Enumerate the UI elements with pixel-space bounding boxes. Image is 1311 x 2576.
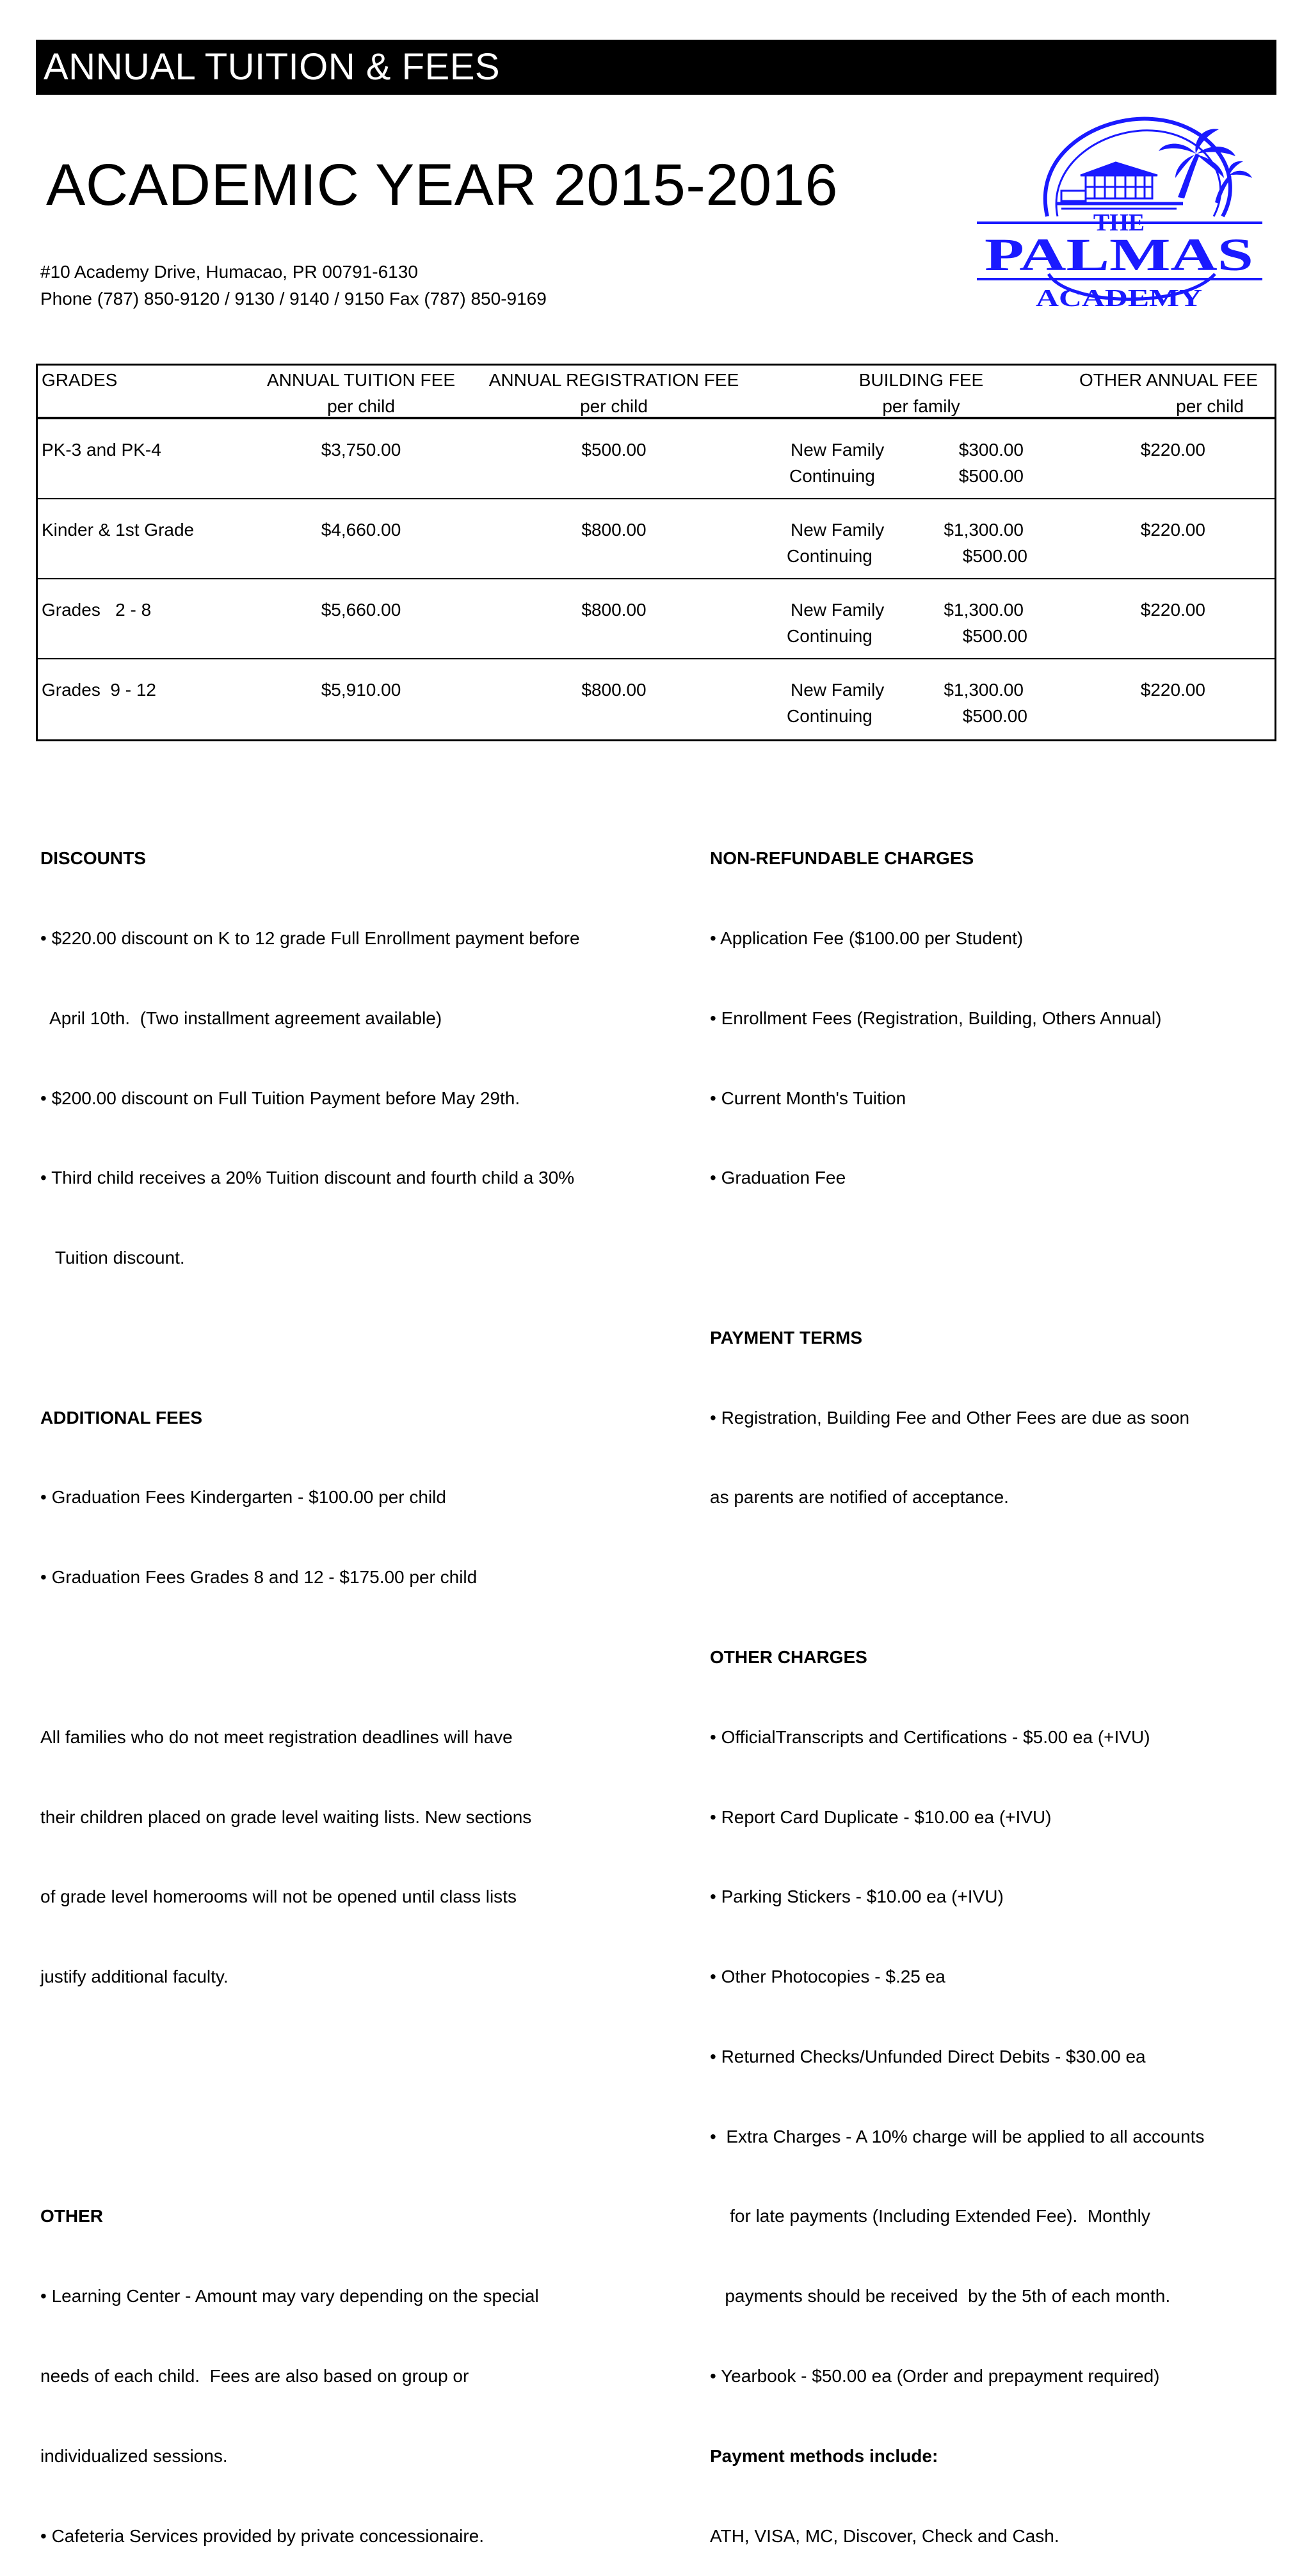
list-item: • Third child receives a 20% Tuition discount and fourth child a 30% (40, 1168, 575, 1188)
other-fee-value: $220.00 (1140, 440, 1205, 460)
phone-fax-line: Phone (787) 850-9120 / 9130 / 9140 / 9150 Fax (787) 850-9169 (40, 289, 547, 309)
building-continuing-fee: $500.00 (962, 626, 1027, 646)
header-registration-sub: per child (580, 396, 648, 416)
building-new-label: New Family (791, 520, 885, 540)
page-title: ACADEMIC YEAR 2015-2016 (46, 152, 839, 218)
payment-methods-heading: Payment methods include: (710, 2445, 938, 2466)
table-header (38, 366, 1275, 419)
other-fee-value: $220.00 (1140, 680, 1205, 700)
building-continuing-fee: $500.00 (958, 466, 1024, 486)
tuition-fee-table (36, 364, 1276, 741)
building-continuing-fee: $500.00 (962, 706, 1027, 726)
building-new-label: New Family (791, 600, 885, 620)
list-item: for late payments (Including Extended Fee). Monthly (710, 2206, 1150, 2226)
header-tuition-sub: per child (327, 396, 395, 416)
building-continuing-label: Continuing (787, 706, 873, 726)
list-item: • Cafeteria Services provided by private concessionaire. (40, 2525, 485, 2546)
palmas-academy-logo (972, 114, 1266, 318)
address-line: #10 Academy Drive, Humacao, PR 00791-6130 (40, 262, 418, 282)
grade-label: PK-3 and PK-4 (42, 440, 161, 460)
list-item: • Yearbook - $50.00 ea (Order and prepayment required) (710, 2366, 1160, 2387)
registration-value: $800.00 (581, 520, 647, 540)
header-building: BUILDING FEE (858, 370, 984, 390)
paragraph-line: justify additional faculty. (40, 1967, 229, 1987)
logo-text-the: THE (1093, 209, 1145, 236)
grade-label: Grades 2 - 8 (42, 600, 152, 620)
building-new-fee: $300.00 (958, 440, 1024, 460)
header-other: OTHER ANNUAL FEE (1079, 370, 1258, 390)
list-item: • Other Photocopies - $.25 ea (710, 1967, 945, 1987)
building-new-label: New Family (791, 680, 885, 700)
list-item: • Returned Checks/Unfunded Direct Debits - $30.00 ea (710, 2046, 1146, 2066)
list-item: • Current Month's Tuition (710, 1088, 906, 1108)
list-item: Tuition discount. (40, 1248, 185, 1268)
building-new-fee: $1,300.00 (944, 680, 1024, 700)
tuition-value: $4,660.00 (321, 520, 401, 540)
list-item: • Graduation Fee (710, 1168, 846, 1188)
header-building-sub: per family (882, 396, 960, 416)
additional-fees-heading: ADDITIONAL FEES (40, 1407, 203, 1428)
nonrefundable-heading: NON-REFUNDABLE CHARGES (710, 848, 974, 869)
header-other-sub: per child (1176, 396, 1244, 416)
building-new-fee: $1,300.00 (944, 520, 1024, 540)
other-heading: OTHER (40, 2206, 103, 2226)
other-fee-value: $220.00 (1140, 520, 1205, 540)
registration-value: $500.00 (581, 440, 647, 460)
right-info-column (710, 792, 1286, 2576)
table-row (38, 499, 1275, 579)
header-tuition: ANNUAL TUITION FEE (266, 370, 456, 390)
list-item: • Parking Stickers - $10.00 ea (+IVU) (710, 1887, 1004, 1907)
list-item: • Extra Charges - A 10% charge will be applied to all accounts (710, 2126, 1205, 2146)
school-address (40, 259, 547, 312)
header-registration: ANNUAL REGISTRATION FEE (488, 370, 739, 390)
building-continuing-label: Continuing (787, 626, 873, 646)
list-item: as parents are notified of acceptance. (710, 1487, 1009, 1508)
other-fee-value: $220.00 (1140, 600, 1205, 620)
list-item: • Report Card Duplicate - $10.00 ea (+IVU) (710, 1807, 1052, 1827)
payment-methods-list: ATH, VISA, MC, Discover, Check and Cash. (710, 2525, 1059, 2546)
table-row (38, 419, 1275, 499)
logo-text-academy: ACADEMY (1036, 285, 1202, 312)
discounts-heading: DISCOUNTS (40, 848, 146, 869)
logo-text-palmas: PALMAS (985, 229, 1253, 280)
paragraph-line: All families who do not meet registration deadlines will have (40, 1727, 513, 1747)
left-info-column (40, 792, 668, 2576)
building-continuing-label: Continuing (787, 546, 873, 566)
table-row (38, 659, 1275, 739)
list-item: individualized sessions. (40, 2445, 228, 2466)
list-item: • Application Fee ($100.00 per Student) (710, 928, 1024, 948)
building-new-fee: $1,300.00 (944, 600, 1024, 620)
list-item: • Registration, Building Fee and Other Fees are due as soon (710, 1407, 1190, 1428)
table-row (38, 579, 1275, 659)
list-item: • Learning Center - Amount may vary depending on the special (40, 2286, 539, 2306)
building-continuing-fee: $500.00 (962, 546, 1027, 566)
list-item: • OfficialTranscripts and Certifications - $5.00 ea (+IVU) (710, 1727, 1150, 1747)
grade-label: Kinder & 1st Grade (42, 520, 195, 540)
list-item: April 10th. (Two installment agreement available) (40, 1008, 442, 1028)
other-charges-heading: OTHER CHARGES (710, 1647, 867, 1667)
list-item: payments should be received by the 5th of each month. (710, 2286, 1171, 2306)
tuition-value: $5,910.00 (321, 680, 401, 700)
page-banner: ANNUAL TUITION & FEES (36, 40, 1276, 95)
tuition-value: $5,660.00 (321, 600, 401, 620)
list-item: • Graduation Fees Grades 8 and 12 - $175.00 per child (40, 1567, 478, 1588)
paragraph-line: of grade level homerooms will not be opened until class lists (40, 1887, 517, 1907)
building-continuing-label: Continuing (789, 466, 875, 486)
list-item: • $220.00 discount on K to 12 grade Full Enrollment payment before (40, 928, 580, 948)
list-item: needs of each child. Fees are also based on group or (40, 2366, 469, 2387)
tuition-value: $3,750.00 (321, 440, 401, 460)
registration-value: $800.00 (581, 600, 647, 620)
grade-label: Grades 9 - 12 (42, 680, 156, 700)
paragraph-line: their children placed on grade level waiting lists. New sections (40, 1807, 532, 1827)
list-item: • Enrollment Fees (Registration, Building, Others Annual) (710, 1008, 1162, 1028)
school-building-icon (1056, 163, 1183, 209)
building-new-label: New Family (791, 440, 885, 460)
list-item: • $200.00 discount on Full Tuition Payment before May 29th. (40, 1088, 520, 1108)
payment-terms-heading: PAYMENT TERMS (710, 1327, 863, 1348)
header-grades: GRADES (42, 370, 118, 390)
list-item: • Graduation Fees Kindergarten - $100.00 per child (40, 1487, 446, 1508)
registration-value: $800.00 (581, 680, 647, 700)
